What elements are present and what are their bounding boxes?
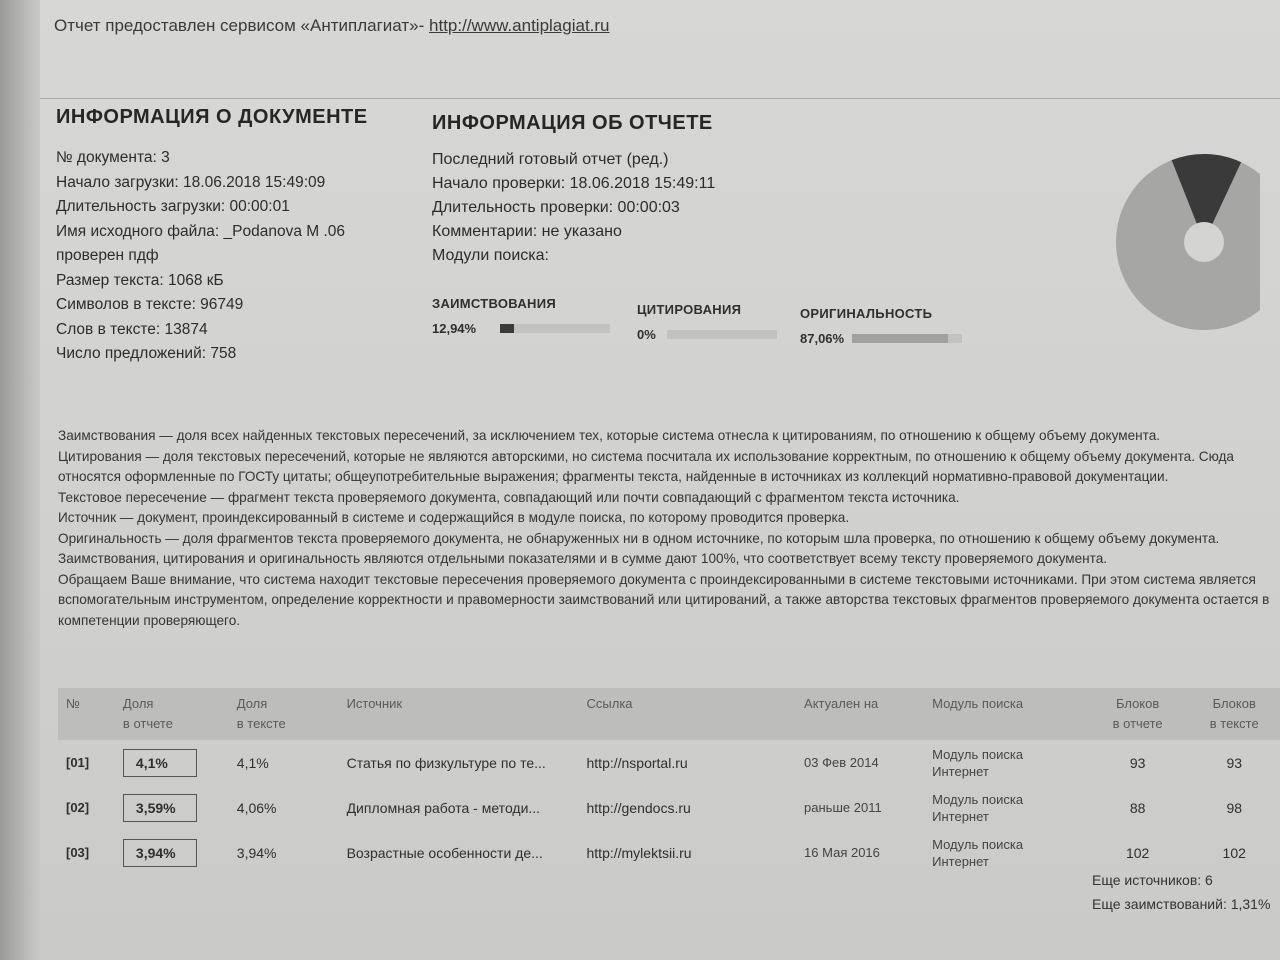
definition-paragraph: Цитирования — доля текстовых пересечений, которые не являются авторскими, но система посчитала их использование корректным, по отношению к общему объему документа. Сюда относятся оформленные по ГОСТу цитаты; общеупотребительные выражения; фрагменты текста, найденные в источниках из коллекций нормативно-правовой документации. (58, 448, 1234, 484)
row-module: Модуль поиска Интернет (932, 791, 1024, 824)
originality-bar-fill (852, 334, 948, 343)
doc-info-block (56, 146, 345, 367)
report-info-line: Начало проверки: 18.06.2018 15:49:11 (432, 175, 716, 192)
doc-info-line: Символов в тексте: 96749 (56, 296, 244, 313)
row-blocks-report: 102 (1125, 844, 1150, 861)
report-info-title: ИНФОРМАЦИЯ ОБ ОТЧЕТЕ (432, 112, 713, 134)
borrowing-bar (500, 324, 610, 333)
definition-paragraph: Текстовое пересечение — фрагмент текста проверяемого документа, совпадающий или почти совпадающий с фрагментом текста источника. (58, 489, 960, 505)
doc-info-line: Число предложений: 758 (56, 345, 237, 362)
originality-stat (800, 306, 962, 346)
more-borrowings[interactable]: Еще заимствований: 1,31% (1092, 896, 1271, 912)
definition-paragraph: Заимствования — доля всех найденных текстовых пересечений, за исключением тех, которые система отнесла к цитированиям, по отношению к общему объему документа. (58, 428, 1161, 443)
originality-label: ОРИГИНАЛЬНОСТЬ (800, 306, 933, 321)
row-share-text: 3,94% (236, 844, 277, 861)
borrowing-bar-fill (500, 324, 514, 333)
row-source[interactable]: Возрастные особенности де... (346, 844, 543, 861)
header-divider (40, 98, 1280, 99)
col-header-num: № (66, 696, 80, 711)
originality-value: 87,06% (800, 331, 845, 346)
report-info-block (432, 148, 715, 268)
report-info-line: Последний готовый отчет (ред.) (432, 151, 669, 168)
row-blocks-report: 93 (1129, 754, 1146, 771)
report-header (54, 16, 610, 36)
definition-paragraph: Оригинальность — доля фрагментов текста проверяемого документа, не обнаруженных ни в одном источнике, по которым шла проверка, по отношению к общему объему документа. (58, 530, 1220, 546)
row-blocks-text: 98 (1226, 799, 1243, 816)
definitions-block (58, 426, 1273, 631)
row-num: [02] (66, 800, 90, 815)
row-num: [01] (66, 755, 90, 770)
table-row (58, 785, 1280, 830)
borrowing-label: ЗАИМСТВОВАНИЯ (432, 296, 556, 311)
row-link[interactable]: http://nsportal.ru (586, 754, 688, 771)
doc-info-line: Размер текста: 1068 кБ (56, 271, 224, 289)
row-actual: 16 Мая 2016 (804, 845, 880, 860)
originality-pie-chart (1080, 150, 1260, 350)
row-link[interactable]: http://mylektsii.ru (586, 844, 692, 861)
row-source[interactable]: Статья по физкультуре по те... (346, 754, 546, 771)
row-blocks-text: 93 (1226, 754, 1243, 771)
borrowing-value: 12,94% (432, 321, 477, 336)
row-share-text: 4,1% (236, 754, 269, 771)
row-blocks-report: 88 (1129, 799, 1146, 816)
citation-bar (667, 330, 777, 339)
doc-info-line: Имя исходного файла: _Podanova M .06 (56, 222, 346, 240)
row-share-text: 4,06% (236, 799, 277, 816)
row-num: [03] (66, 845, 90, 860)
row-blocks-text: 102 (1222, 844, 1246, 861)
row-link[interactable]: http://gendocs.ru (586, 799, 691, 816)
originality-bar (852, 334, 962, 343)
report-page (40, 0, 1280, 960)
col-header-source: Источник (346, 696, 403, 711)
col-header-blocks-text: Блоков в тексте (1209, 696, 1259, 731)
doc-info-line: № документа: 3 (56, 149, 170, 166)
citation-label: ЦИТИРОВАНИЯ (637, 302, 742, 317)
pie-center-hole (1184, 222, 1224, 262)
col-header-share-report: Доля в отчете (122, 696, 173, 731)
citation-value: 0% (637, 327, 656, 342)
col-header-blocks-report: Блоков в отчете (1112, 696, 1163, 731)
report-info-line: Модули поиска: (432, 247, 549, 264)
table-header-row (58, 688, 1280, 740)
doc-info-line: Длительность загрузки: 00:00:01 (56, 198, 290, 215)
doc-info-title: ИНФОРМАЦИЯ О ДОКУМЕНТЕ (56, 106, 368, 128)
more-sources[interactable]: Еще источников: 6 (1092, 872, 1213, 888)
report-info-line: Комментарии: не указано (432, 223, 622, 240)
row-source[interactable]: Дипломная работа - методи... (346, 799, 541, 816)
col-header-module: Модуль поиска (932, 696, 1024, 711)
table-row (58, 830, 1280, 875)
doc-info-line: проверен пдф (56, 247, 159, 264)
definition-paragraph: Заимствования, цитирования и оригинальность являются отдельными показателями и в сумме дают 100%, что соответствует всему тексту проверяемого документа. (58, 551, 1108, 566)
definition-paragraph: Обращаем Ваше внимание, что система находит текстовые пересечения проверяемого документа с проиндексированными в системе текстовыми источниками. При этом система является вспомогательным инструментом, определение корректности и правомерности заимствований или цитирований, а также авторства текстовых фрагментов проверяемого документа остается в компетенции проверяющего. (58, 571, 1270, 628)
sources-table (58, 688, 1280, 875)
row-module: Модуль поиска Интернет (932, 836, 1024, 869)
row-actual: 03 Фев 2014 (804, 755, 879, 770)
col-header-share-text: Доля в тексте (236, 696, 286, 731)
col-header-link: Ссылка (586, 696, 633, 711)
header-text: Отчет предоставлен сервисом «Антиплагиат»- (54, 16, 425, 35)
doc-info-line: Слов в тексте: 13874 (56, 320, 208, 338)
sources-table-wrap (58, 688, 1280, 875)
doc-info-line: Начало загрузки: 18.06.2018 15:49:09 (56, 173, 326, 191)
borrowing-stat (432, 296, 610, 336)
header-link[interactable]: http://www.antiplagiat.ru (429, 16, 610, 35)
col-header-actual: Актуален на (804, 696, 879, 711)
table-row (58, 740, 1280, 785)
row-actual: раньше 2011 (804, 800, 882, 815)
citation-stat (637, 302, 777, 342)
row-module: Модуль поиска Интернет (932, 746, 1024, 779)
row-share-report: 4,1% (115, 740, 229, 785)
report-info-line: Длительность проверки: 00:00:03 (432, 199, 680, 216)
row-share-report: 3,59% (115, 785, 229, 830)
row-share-report: 3,94% (115, 830, 229, 875)
definition-paragraph: Источник — документ, проиндексированный в системе и содержащийся в модуле поиска, по которому проводится проверка. (58, 510, 850, 525)
